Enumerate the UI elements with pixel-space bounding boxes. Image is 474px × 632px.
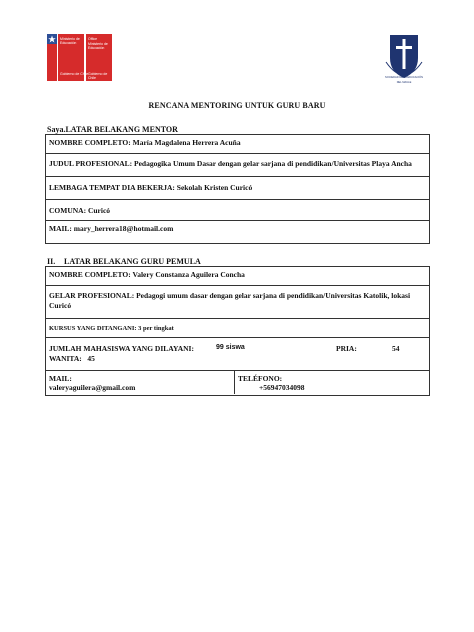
logo-text-b4: Gobierno de Chile [88,72,108,80]
logo-text-a2: Educación [60,41,77,45]
logo-text-a3: Gobierno de Chile [60,72,89,76]
mentor-comuna-label: COMUNA: [49,206,87,215]
mentor-row-nombre [46,135,429,154]
novice-row-gelar [46,286,429,319]
section2-heading: LATAR BELAKANG GURU PEMULA [64,257,201,266]
mentor-nombre-value: María Magdalena Herrera Acuña [130,138,241,147]
novice-wanita: WANITA: 45 [49,354,95,363]
novice-gelar-label: GELAR PROFESIONAL: [49,291,135,300]
novice-cell-telefono [235,371,429,394]
school-crest-logo [384,32,424,87]
section1-heading: Saya.LATAR BELAKANG MENTOR [47,125,178,134]
star-icon [47,34,57,44]
mentor-table [45,134,430,244]
novice-telefono-label: TELÉFONO: [238,374,283,383]
logo-text-b1: Office [88,37,98,41]
novice-telefono-value: +56947034098 [259,383,305,392]
novice-mail-value: valeryaguilera@gmail.com [49,383,136,392]
document-title: RENCANA MENTORING UNTUK GURU BARU [148,101,326,110]
novice-jumlah-label: JUMLAH MAHASISWA YANG DILAYANI: [49,344,194,353]
novice-pria-label: PRIA: [336,344,357,353]
logo-text-b2: Ministerio de [88,42,108,46]
crest-sub: DEL MAULE [396,81,412,84]
mentor-judul-label: JUDUL PROFESIONAL: [49,159,133,168]
mentor-row-lembaga [46,177,429,200]
novice-row-kursus [46,319,429,338]
mentor-comuna-value: Curicó [86,206,111,215]
mentor-lembaga-label: LEMBAGA TEMPAT DIA BEKERJA: [49,183,175,192]
novice-nombre-value: Valery Constanza Aguilera Concha [130,270,245,279]
section2-number: II. [47,257,56,266]
logo-text-b3: Educación [88,46,105,50]
novice-gelar-value: Pedagogi umum dasar dengan gelar sarjana di pendidikan/Universitas Katolik, lokasi [134,291,411,300]
novice-jumlah-value: 99 siswa [216,344,245,351]
novice-row-nombre [46,267,429,286]
mentor-row-mail [46,221,429,242]
novice-cell-mail [46,371,235,394]
novice-nombre-label: NOMBRE COMPLETO: [49,270,131,279]
ministry-logo [47,34,112,81]
novice-mail-label: MAIL: [49,374,72,383]
mentor-nombre-label: NOMBRE COMPLETO: [49,138,131,147]
mentor-judul-value: Pedagogika Umum Dasar dengan gelar sarjana di pendidikan/Universitas Playa Ancha [132,159,412,168]
crest-caption: SOCIEDAD DE LA EDUCACIÓN [385,76,423,79]
mentor-lembaga-value: Sekolah Kristen Curicó [174,183,253,192]
mentor-row-judul [46,154,429,177]
logo-text-a1: Ministerio de [60,37,80,41]
novice-table [45,266,430,396]
mentor-mail-value: mary_herrera18@hotmail.com [71,224,174,233]
novice-pria-value: 54 [392,344,400,353]
mentor-row-comuna [46,200,429,221]
novice-kursus: KURSUS YANG DITANGANI: 3 per tingkat [49,325,174,332]
novice-row-jumlah [46,338,429,371]
novice-gelar-value2: Curicó [49,301,72,310]
mentor-mail-label: MAIL: [49,224,72,233]
